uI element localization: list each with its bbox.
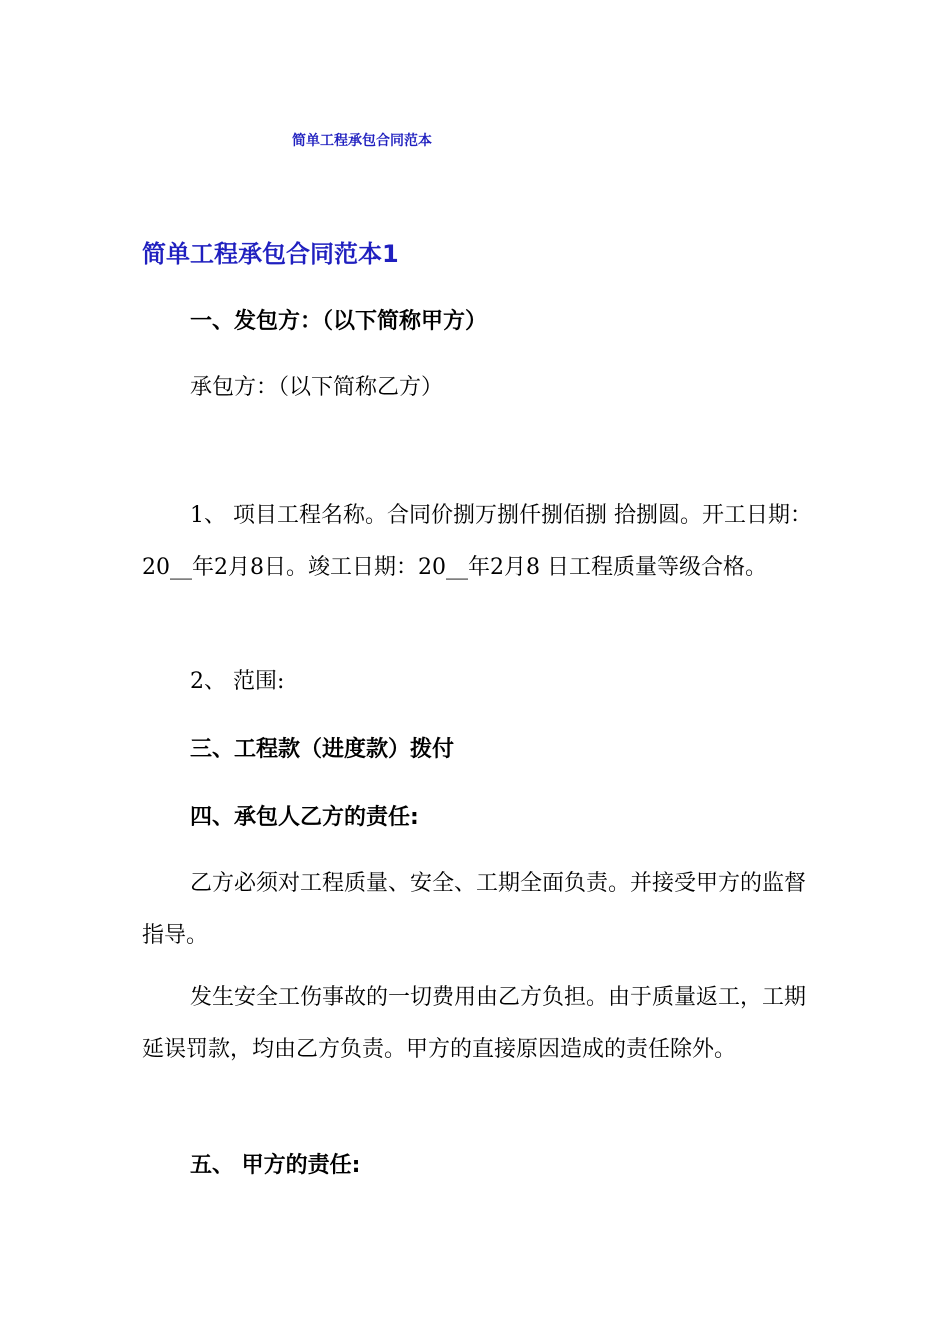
- paragraph-contractor-responsibility: 乙方必须对工程质量、安全、工期全面负责。并接受甲方的监督指导。: [142, 871, 807, 948]
- paragraph-contractor: 承包方：（以下简称乙方）: [190, 375, 444, 400]
- document-heading: 简单工程承包合同范本1: [142, 240, 399, 268]
- section-heading-contractor-duty: 四、承包人乙方的责任:: [190, 805, 419, 830]
- section-heading-employer: 一、发包方：（以下简称甲方）: [190, 309, 488, 334]
- section-heading-payment: 三、工程款（进度款）拨付: [190, 737, 455, 762]
- paragraph-scope: 2、 范围:: [190, 669, 285, 694]
- paragraph-project-name: 1、 项目工程名称。合同价捌万捌仟捌佰捌 拾捌圆。开工日期：20__年2月8日。竣工日期：20__年2月8 日工程质量等级合格。: [142, 503, 812, 580]
- paragraph-safety-accident: 发生安全工伤事故的一切费用由乙方负担。由于质量返工，工期延误罚款，均由乙方负责。甲方的直接原因造成的责任除外。: [142, 985, 807, 1062]
- page-header-title: 简单工程承包合同范本: [292, 133, 432, 149]
- section-heading-employer-duty: 五、 甲方的责任:: [190, 1153, 361, 1178]
